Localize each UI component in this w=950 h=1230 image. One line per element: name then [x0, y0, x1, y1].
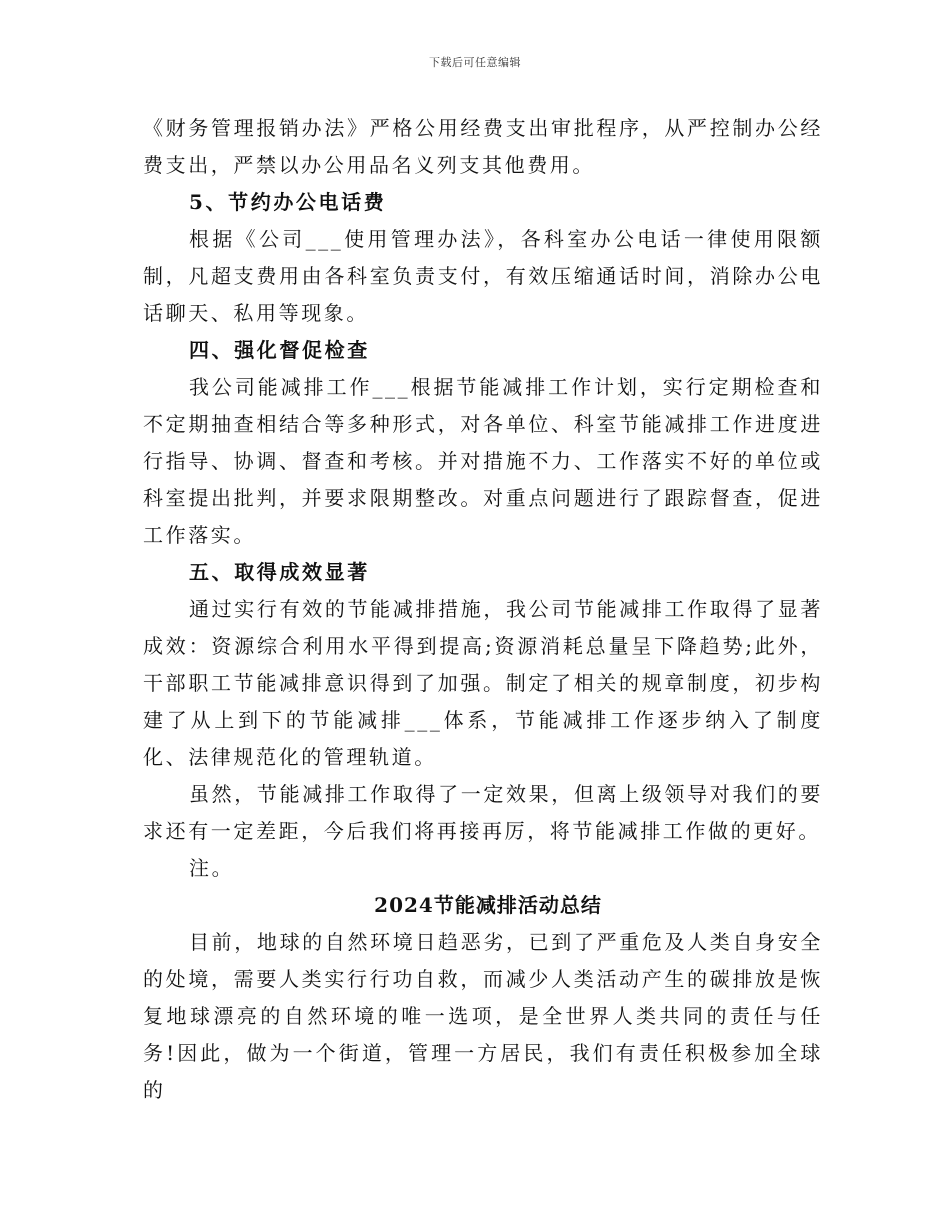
paragraph-although: 虽然，节能减排工作取得了一定效果，但离上级领导对我们的要求还有一定差距，今后我们将再接再厉，将节能减排工作做的更好。	[143, 782, 823, 843]
paragraph-supervision: 我公司能减排工作___根据节能减排工作计划，实行定期检查和不定期抽查相结合等多种形式，对各单位、科室节能减排工作进度进行指导、协调、督查和考核。并对措施不力、工作落实不好的单位或科室提出批判，并要求限期整改。对重点问题进行了跟踪督查，促进工作落实。	[143, 375, 823, 547]
section-title-2024-summary: 2024节能减排活动总结	[374, 893, 602, 917]
heading-results: 五、取得成效显著	[189, 560, 370, 584]
paragraph-results: 通过实行有效的节能减排措施，我公司节能减排工作取得了显著成效：资源综合利用水平得到提高;资源消耗总量呈下降趋势;此外，干部职工节能减排意识得到了加强。制定了相关的规章制度，初步构建了从上到下的节能减排___体系，节能减排工作逐步纳入了制度化、法律规范化的管理轨道。	[143, 597, 823, 769]
paragraph-intro: 目前，地球的自然环境日趋恶劣，已到了严重危及人类自身安全的处境，需要人类实行行功自救，而减少人类活动产生的碳排放是恢复地球漂亮的自然环境的唯一选项，是全世界人类共同的责任与任务!因此，做为一个街道，管理一方居民，我们有责任积极参加全球的	[143, 930, 823, 1102]
heading-supervision: 四、强化督促检查	[189, 338, 370, 362]
paragraph-expense-control: 《财务管理报销办法》严格公用经费支出审批程序，从严控制办公经费支出，严禁以办公用品名义列支其他费用。	[143, 116, 823, 177]
document-body	[143, 110, 823, 1109]
paragraph-note: 注。	[189, 856, 235, 880]
paragraph-phone-fee: 根据《公司___使用管理办法》，各科室办公电话一律使用限额制，凡超支费用由各科室负责支付，有效压缩通话时间，消除办公电话聊天、私用等现象。	[143, 227, 823, 325]
heading-save-phone-fee: 5、节约办公电话费	[189, 190, 387, 214]
page-header-note: 下载后可任意编辑	[429, 56, 521, 69]
